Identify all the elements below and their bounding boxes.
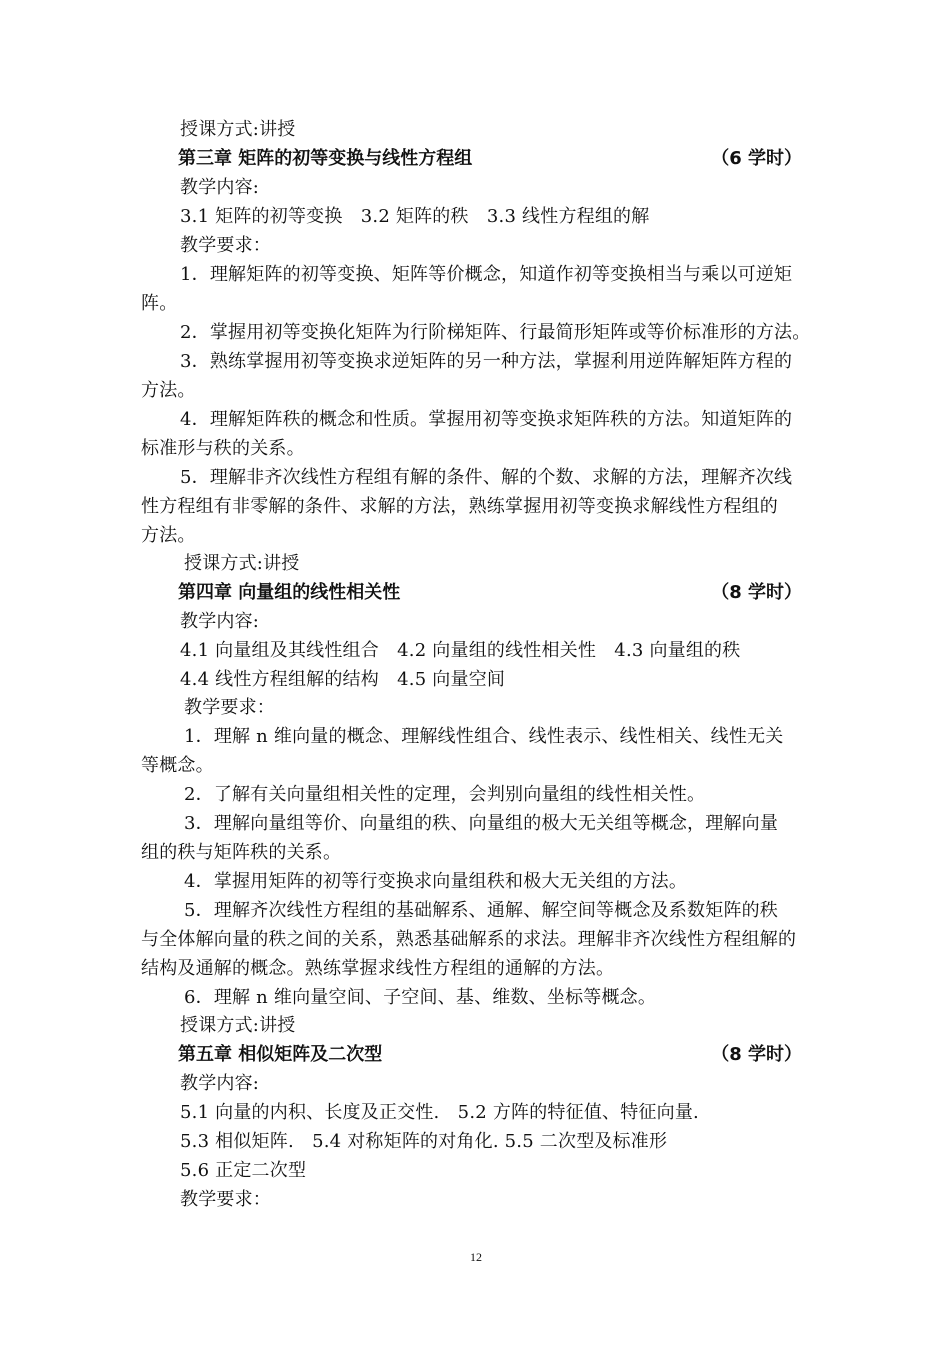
- chapter-heading: [178, 145, 802, 173]
- chapter-heading: [178, 579, 802, 607]
- teaching-method: 授课方式:讲授: [180, 119, 296, 140]
- requirement-line: 3．理解向量组等价、向量组的秩、向量组的极大无关组等概念，理解向量: [184, 813, 779, 834]
- requirement-line: 2．了解有关向量组相关性的定理，会判别向量组的线性相关性。: [184, 784, 706, 805]
- page-number: 12: [470, 1250, 482, 1264]
- content-label: 教学内容:: [180, 1073, 260, 1094]
- chapter-title: 第四章 向量组的线性相关性: [178, 582, 401, 603]
- requirement-line: 结构及通解的概念。熟练掌握求线性方程组的通解的方法。: [141, 958, 615, 979]
- chapter-hours: （8 学时）: [711, 582, 802, 603]
- content-line: 5.1 向量的内积、长度及正交性. 5.2 方阵的特征值、特征向量.: [180, 1102, 699, 1123]
- chapter-title: 第五章 相似矩阵及二次型: [178, 1044, 383, 1065]
- content-label: 教学内容:: [180, 177, 260, 198]
- requirement-line: 5．理解齐次线性方程组的基础解系、通解、解空间等概念及系数矩阵的秩: [184, 900, 779, 921]
- content-line: 3.1 矩阵的初等变换 3.2 矩阵的秩 3.3 线性方程组的解: [180, 206, 650, 227]
- content-line: 4.1 向量组及其线性组合 4.2 向量组的线性相关性 4.3 向量组的秩: [180, 640, 741, 661]
- chapter-hours: （8 学时）: [711, 1044, 802, 1065]
- chapter-heading: [178, 1041, 802, 1069]
- requirement-line: 1．理解 n 维向量的概念、理解线性组合、线性表示、线性相关、线性无关: [184, 726, 784, 747]
- content-line: 4.4 线性方程组解的结构 4.5 向量空间: [180, 669, 506, 690]
- requirement-line: 3．熟练掌握用初等变换求逆矩阵的另一种方法，掌握利用逆阵解矩阵方程的: [180, 351, 793, 372]
- requirement-line: 6．理解 n 维向量空间、子空间、基、维数、坐标等概念。: [184, 987, 657, 1008]
- requirement-line: 与全体解向量的秩之间的关系，熟悉基础解系的求法。理解非齐次线性方程组解的: [141, 929, 797, 950]
- requirement-line: 1．理解矩阵的初等变换、矩阵等价概念，知道作初等变换相当与乘以可逆矩: [180, 264, 793, 285]
- content-label: 教学内容:: [180, 611, 260, 632]
- requirement-line: 方法。: [141, 525, 196, 546]
- requirement-line: 组的秩与矩阵秩的关系。: [141, 842, 342, 863]
- requirement-line: 等概念。: [141, 755, 214, 776]
- requirements-label: 教学要求：: [180, 1189, 271, 1210]
- content-line: 5.6 正定二次型: [180, 1160, 307, 1181]
- requirements-label: 教学要求：: [184, 697, 275, 718]
- requirement-line: 方法。: [141, 380, 196, 401]
- chapter-hours: （6 学时）: [711, 148, 802, 169]
- teaching-method: 授课方式:讲授: [180, 1015, 296, 1036]
- requirement-line: 2．掌握用初等变换化矩阵为行阶梯矩阵、行最简形矩阵或等价标准形的方法。: [180, 322, 811, 343]
- chapter-title: 第三章 矩阵的初等变换与线性方程组: [178, 148, 473, 169]
- requirement-line: 阵。: [141, 293, 178, 314]
- requirement-line: 标准形与秩的关系。: [141, 438, 305, 459]
- requirements-label: 教学要求：: [180, 235, 271, 256]
- requirement-line: 性方程组有非零解的条件、求解的方法，熟练掌握用初等变换求解线性方程组的: [141, 496, 778, 517]
- content-line: 5.3 相似矩阵. 5.4 对称矩阵的对角化. 5.5 二次型及标准形: [180, 1131, 668, 1152]
- requirement-line: 4．理解矩阵秩的概念和性质。掌握用初等变换求矩阵秩的方法。知道矩阵的: [180, 409, 793, 430]
- requirement-line: 4．掌握用矩阵的初等行变换求向量组秩和极大无关组的方法。: [184, 871, 688, 892]
- requirement-line: 5．理解非齐次线性方程组有解的条件、解的个数、求解的方法，理解齐次线: [180, 467, 793, 488]
- teaching-method: 授课方式:讲授: [184, 553, 300, 574]
